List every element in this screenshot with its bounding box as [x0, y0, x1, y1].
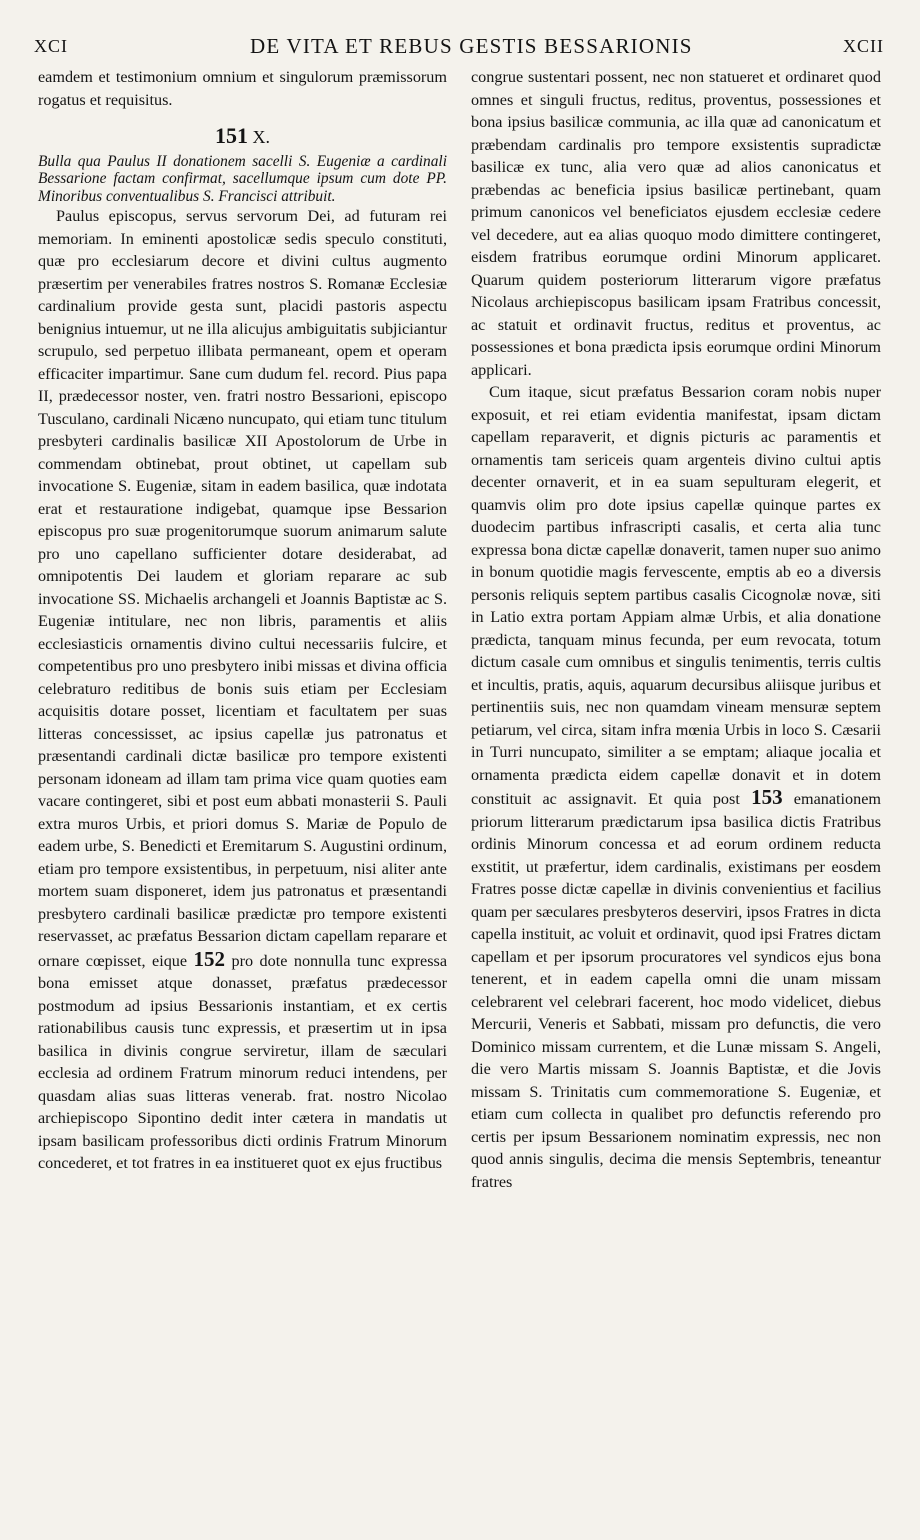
body-paragraph: [38, 205, 447, 1175]
body-paragraph: [471, 381, 881, 1193]
page-number-left: XCI: [34, 36, 68, 56]
paragraph-text: Cum itaque, sicut præfatus Bessarion coram nobis nuper exposuit, et rei etiam evidentia manifestat, ipsam dictam capellam reparaverit, et dignis picturis ac paramentis et ornamentis tam sericeis quam argenteis divino cultui aptis decenter ornaverit, et in ea suam sepulturam elegerit, et quamvis olim pro dote ipsius capellæ quinque partes ex duodecim partibus infrascripti casalis, et certa alia tunc expressa bona dictæ capellæ donaverit, tamen nuper suo animo in bonum quotidie magis fervescente, emptis ab eo a diversis personis reliquis septem partibus casalis Cicognolæ novæ, siti in Latio extra portam Appiam almæ Urbis, et alia donatione prædicta, tanquam minus fecunda, per eum revocata, totum dictum casale cum omnibus et singulis tenimentis, terris cultis et incultis, pratis, aquis, aquarum decursibus aliisque juribus et pertinentiis suis, nec non quamdam vineam mensuræ septem petiarum, vel circa, sitam infra mœnia Urbis in loco S. Cæsarii in Turri nuncupato, similiter a se emptam; aliaque jocalia et ornamenta prædicta eidem capellæ donavit et in dotem constituit ac assignavit. Et quia post: [471, 383, 881, 808]
section-roman: X.: [252, 127, 270, 147]
paragraph-text-cont: pro dote nonnulla tunc expressa bona emisset atque donasset, præfatus prædecessor postmodum ad ipsius Bessarionis instantiam, et ex certis rationabilibus causis tunc expressis, et præsertim ut in ipsa basilica in divinis congrue serviretur, illam de sæculari ecclesia ad ordinem Fratrum minorum reduci intendens, per quasdam alias suas litteras venerab. frat. nostro Nicolao archiepiscopo Sipontino dedit inter cætera in mandatis ut ipsam basilicam professoribus dicti ordinis Fratrum Minorum concederet, et tot fratres in ea institueret quot ex ejus fructibus: [38, 951, 448, 1172]
paragraph-text: Paulus episcopus, servus servorum Dei, ad futuram rei memoriam. In eminenti apostolicæ sedis speculo constituti, quæ pro ecclesiarum decore et divini cultus augmento præsertim per venerabiles fratres nostros S. Romanæ Ecclesiæ cardinalium provide gesta sunt, placidi pastoris aspectu benignius intuemur, ut ne illa alicujus ambiguitatis subjiciantur scrupulo, sed perpetuo illibata permaneant, opem et operam efficaciter impartimur. Sane cum dudum fel. record. Pius papa II, prædecessor noster, ven. fratri nostro Bessarioni, episcopo Tusculano, cardinali Nicæno nuncupato, qui etiam tunc titulum presbyteri cardinalis basilicæ XII Apostolorum de Urbe in commendam obtinebat, prout obtinet, ut capellam sub invocatione S. Eugeniæ, sitam in eadem basilica, quæ indotata erat et restauratione indigebat, quamque ipse Bessarion episcopus pro suæ progenitorumque suorum animarum salute pro uno capellano sufficienter dotare desiderabat, ad omnipotentis Dei laudem et gloriam reparare ac sub invocatione SS. Michaelis archangeli et Joannis Baptistæ ac S. Eugeniæ intitulare, nec non libris, paramentis et aliis ecclesiasticis ornamentis divino cultui necessariis fulcire, et competentibus pro uno presbytero inibi missas et divina officia celebraturo reditibus de bonis suis etiam per Ecclesiam acquisitis dotare posset, licentiam et facultatem per suas litteras concessisset, ac ipsius capellæ jus patronatus et præsentandi cardinali dictæ basilicæ pro tempore existenti personam idoneam ad illam tam prima vice quam quoties eam vacare contingeret, sibi et post eum abbati monasterii S. Pauli extra muros Urbis, et priori domus S. Mariæ de Populo de eadem urbe, S. Benedicti et Eremitarum S. Augustini ordinum, etiam pro tempore exsistentibus, in perpetuum, nisi aliter ante mortem suam disponeret, idem jus patronatus et præsentandi presbytero cardinali basilicæ prædictæ pro tempore existenti reservasset, ac præfatus Bessarion dictam capellam reparare et ornare cœpisset, eique: [38, 207, 447, 970]
body-paragraph-end: congrue sustentari possent, nec non statueret et ordinaret quod omnes et singuli fructus, reditus, proventus, possessiones et bona ipsius basilicæ communia, ac illa quæ ad canonicatum et præbendam cardinalis pro tempore exsistentis supradictæ basilicæ ex tunc, alia vero quæ ad alios canonicatus et præbendas ac beneficia ipsius basilicæ pertinebant, quam primum canonicos vel beneficiatos ejusdem ecclesiæ cedere vel decedere, aut ea alias quoquo modo dimittere contingeret, eisdem fratribus eorumque ordini Minorum applicaret. Quarum quidem posteriorum litterarum vigore præfatus Nicolaus archiepiscopus basilicam ipsam Fratribus concessit, ac statuit et ordinavit fructus, reditus et proventus, ac possessiones et bona prædicta ipsis eorumque ordini Minorum applicari.: [471, 68, 881, 379]
margin-number-152: 152: [193, 946, 226, 971]
right-column: [471, 66, 881, 1193]
section-heading: [38, 125, 447, 149]
section-number: 151: [215, 123, 248, 148]
left-column: [38, 66, 447, 1175]
page-number-right: XCII: [843, 36, 884, 56]
running-header: [0, 0, 920, 68]
paragraph-text-cont: emanationem priorum litterarum prædictarum ipsa basilica dictis Fratribus ordinis Minorum concessa et ad eorum ordinem reducta exstitit, ut præfertur, idem cardinalis, existimans per eosdem Fratres posse dictæ capellæ in divinis convenientius et facilius quam per sæculares presbyteros deserviri, ipsos Fratres in dicta capella instituit, ac voluit et ordinavit, quod ipsi Fratres dictam capellam et per ipsorum procuratores vel syndicos ejus bona tenerent, et in eadem capella omni die unam missam celebrarent vel celebrari facerent, hoc modo videlicet, diebus Mercurii, Veneris et Sabbati, missam pro defunctis, die vero Dominico missam currentem, et die Lunæ missam S. Angeli, die vero Martis missam S. Joannis Baptistæ, et die Jovis missam S. Trinitatis cum commemoratione S. Eugeniæ, et etiam cum collecta in qualibet pro defunctis referendo pro certis per ipsum Bessarionem nominatim expressis, nec non quod annis singulis, decima die mensis Septembris, teneantur fratres: [471, 790, 881, 1191]
running-title: DE VITA ET REBUS GESTIS BESSARIONIS: [250, 34, 693, 58]
margin-number-153: 153: [751, 785, 783, 809]
section-summary: Bulla qua Paulus II donationem sacelli S. Eugeniæ a cardinali Bessarione factam confirmat, sacellumque ipsum cum dote PP. Minoribus conventualibus S. Francisci attribuit.: [38, 152, 447, 205]
opening-text: eamdem et testimonium omnium et singulorum præmissorum rogatus et requisitus.: [38, 68, 447, 109]
